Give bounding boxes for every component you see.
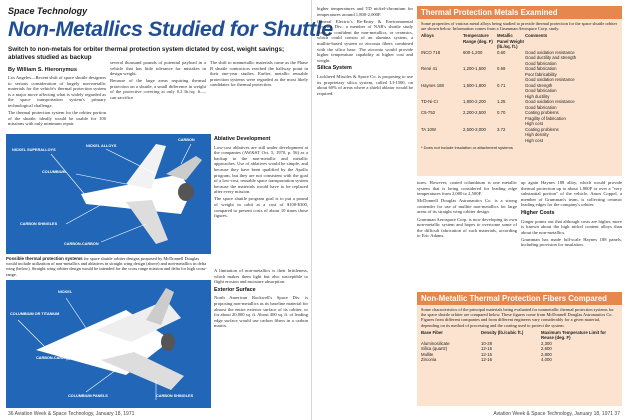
table-cell: TA 10W xyxy=(421,126,436,132)
paragraph: tures. However, coated columbium is one metallic system that is being considered for leading edge temperatures from 2,000 to 2,500F. xyxy=(417,180,517,197)
figure-label: CARBON-CARBON xyxy=(36,356,71,360)
table-row xyxy=(421,110,618,127)
table-cell: INCO 718 xyxy=(421,49,441,55)
body-column-3 xyxy=(210,60,308,132)
right-page xyxy=(313,0,626,420)
table-cell: 1,500-1,800 xyxy=(463,82,486,88)
figure-label: NICKEL xyxy=(58,290,73,294)
subhead: Silica System xyxy=(317,65,352,72)
table-cell: Zirconia xyxy=(421,357,437,363)
table-cell: 2,300 xyxy=(541,340,552,346)
table-cell: 3.72 xyxy=(497,126,506,132)
paragraph: General Electric's Re-Entry & Environmental Systems Div., a member of NAR's shuttle study team, is confident the non-metallics, or ceramics, which could consist of an alumina system, a mullite-based system or zirconia fibers combined with the silica base. The zirconia would provide higher temperature capability at higher cost and weight. xyxy=(317,18,413,63)
section-tag: Space Technology xyxy=(8,6,88,16)
metals-table-title: Thermal Protection Metals Examined xyxy=(417,6,622,19)
paragraph: higher temperatures and TD nickel-chromium for temperatures around 1,800-2,000F. xyxy=(317,6,413,17)
table-cell: C5-752 xyxy=(421,110,436,116)
table-cell: TD-Ni-Cr xyxy=(421,99,439,105)
folio-left: 36 Aviation Week & Space Technology, January 18, 1971 xyxy=(8,411,135,417)
body-column-1 xyxy=(8,75,106,131)
table-cell: 600-1,200 xyxy=(463,49,483,55)
orbiter-delta-wing-figure xyxy=(6,280,211,408)
table-cell: 2,500-3,000 xyxy=(463,126,486,132)
body-column-5 xyxy=(417,180,517,288)
figure-label: NICKEL ALLOYS xyxy=(86,144,117,148)
fibers-table-intro: Some characteristics of the principal materials being evaluated for nonmetallic thermal protection systems for the space shuttle orbiter are compared below. These figures come from McDonnell Douglas Astronautics Co. Figures from different companies and from different engineers vary considerably for a given material, depending on its method of processing and the coating used to protect the system. xyxy=(421,307,614,328)
table-cell: 1,800-2,200 xyxy=(463,99,486,105)
paragraph: The shift to nonmetallic materials came as the Phase B shuttle contractors reached the halfway point in their one-year studies. Earlier, metallic reusable protection systems were regarded as the most likely candidates for thermal protection. xyxy=(210,60,308,88)
paragraph: McDonnell Douglas Astronautics Co. is a strong contender for use of mullite non-metallics for large areas of its straight wing orbiter design. xyxy=(417,198,517,215)
table-cell: Good fabrication Poor fabricability Good oxidation resistance xyxy=(525,66,575,83)
body-column-6 xyxy=(521,180,622,288)
table-cell: Coating problems High density High cost xyxy=(525,126,559,143)
paragraph: North American Rockwell's Space Div. is proposing non-metallics as its baseline material for almost the entire exterior surface of its orbiter, or for about 20,000 sq. ft. About 400 sq. ft. of leading edge surface would use carbon fibers in a carbon matrix. xyxy=(214,295,308,329)
table-cell: 2,200-2,500 xyxy=(463,110,486,116)
deck: Switch to non-metals for orbiter thermal protection system dictated by cost, weight savings; ablatives studied as backup xyxy=(8,46,285,61)
figure-label: CARBON-CARBON xyxy=(64,242,99,246)
table-cell: Aluminosilicate xyxy=(421,340,450,346)
table-row xyxy=(421,99,618,110)
caption-body: for space shuttle orbiter designs proposed by McDonnell Douglas would include utilization of non-metallics and ablatives in straight wing design (above) and non-metallics in delta wing (below). Straight wing orbiter design would be intended for the cross range mission and delta for high cross-range. xyxy=(6,256,207,277)
folio-right: Aviation Week & Space Technology, January 18, 1971 37 xyxy=(493,411,620,417)
fibers-table-title: Non-Metallic Thermal Protection Fibers Compared xyxy=(417,292,622,305)
body-column-4 xyxy=(317,6,413,406)
paragraph: Los Angeles—Recent shift of space shuttle designers to serious consideration of largely non-metallic materials for the vehicle's thermal protection system is a major move affecting what is widely regarded as the space transportation system's primary technological challenge. xyxy=(8,75,106,108)
figure-label: COLUMBIUM OR TITANIUM xyxy=(10,312,60,316)
table-row xyxy=(421,83,618,100)
figure-label: COLUMBIUM xyxy=(42,170,66,174)
table-cell: 1,200-1,500 xyxy=(463,66,486,72)
paragraph: Lockheed Missiles & Space Co. is proposing to use its proprietary silica system, called LI-1500, on about 60% of areas where a shield ablator would be required. xyxy=(317,74,413,96)
table-cell: 12-16 xyxy=(481,357,492,363)
table-header-row xyxy=(421,330,618,341)
table-row xyxy=(421,50,618,67)
table-cell: Metallic Panel Weight (lb./sq. ft.) xyxy=(497,33,524,50)
paragraph: Ginger points out that although costs are higher, more is known about the high nickel content alloys than about the non-metallics. xyxy=(521,218,622,235)
paragraph: Low-cost ablatives are still under development at the companies (AW&ST Oct. 5, 1970, p. 56) as a backup to the non-metallic and metallic approaches. Use of ablatives would be simple, and because they have been qualified by the Apollo program, but they are not consistent with the goal of a low-cost, reusable space transportation system because the materials would have to be replaced after every mission. xyxy=(214,144,308,195)
figure-label: COLUMBIUM PANELS xyxy=(68,394,108,398)
caption-title: Possible thermal protection systems xyxy=(6,256,83,261)
table-row xyxy=(421,357,618,363)
paragraph: Because of the large areas requiring thermal protection on a shuttle, a small difference in weight of the protective covering at only 0.2 lb./sq. ft.—can sacrifice xyxy=(110,78,206,101)
table-note: * Does not include insulation or attachment systems xyxy=(421,145,513,151)
table-cell: 1.25 xyxy=(497,99,506,105)
table-cell: 0.69 xyxy=(497,66,506,72)
table-cell: René 41 xyxy=(421,66,438,72)
figure-label: CARBON SHINGLES xyxy=(156,394,194,398)
table-cell: Density (lb./cubic ft.) xyxy=(481,329,524,335)
table-cell: Good strength Good fabrication High ductility xyxy=(525,82,557,99)
subhead: Exterior Surface xyxy=(214,286,256,293)
table-header-row xyxy=(421,33,618,50)
paragraph: A limitation of non-metallics is their brittleness, which makes them light but also susceptible to flight erosion and moisture absorption. xyxy=(214,268,308,285)
table-cell: Alloys xyxy=(421,33,434,39)
paragraph: Grumman Aerospace Corp. is now developing its own non-metallic system and hopes to overcome some of the difficult fabrication of such materials, according to Eric Adams. xyxy=(417,216,517,239)
subhead: Ablative Development xyxy=(214,136,271,142)
table-cell: 4,000 xyxy=(541,357,552,363)
table-cell: 12-15 xyxy=(481,351,492,357)
figure-label: NICKEL SUPERALLOYS xyxy=(12,148,56,152)
table-cell: 2,600 xyxy=(541,346,552,352)
table-cell: 0.71 xyxy=(497,82,506,88)
fibers-table xyxy=(417,330,622,363)
headline: Non-Metallics Studied for Shuttle xyxy=(8,17,333,41)
table-cell: Comments xyxy=(525,33,548,39)
table-cell: Base Fiber xyxy=(421,329,443,335)
table-row xyxy=(421,66,618,83)
subhead: Higher Costs xyxy=(521,209,555,216)
paragraph: several thousand pounds of potential payload in a vehicle that has little tolerance for mistakes in design weight. xyxy=(110,60,206,77)
figure-label: CARBON xyxy=(178,138,195,142)
metals-table-intro: Some properties of various metal alloys being studied to provide thermal protection for the space shuttle orbiter are shown below. Information comes from a Grumman Aerospace Corp. study. xyxy=(421,21,618,32)
figure-label: CARBON SHINGLES xyxy=(20,222,58,226)
table-cell: Good oxidation resistance Good ductility and strength Good fabrication xyxy=(525,49,577,66)
byline: By William S. Hieronymus xyxy=(8,67,77,73)
table-cell: 0.60 xyxy=(497,49,506,55)
paragraph: Grumman has made full-scale Haynes 188 panels, including provision for insulation. xyxy=(521,236,622,248)
table-cell: Temperature Range (deg. F) xyxy=(463,33,493,44)
paragraph: The space shuttle program goal is to put a pound of weight in orbit at a cost of $100-$300, compared to present costs of about 10 times those figures. xyxy=(214,196,308,219)
table-row xyxy=(421,127,618,144)
metals-table xyxy=(417,33,622,150)
table-cell: 10-28 xyxy=(481,340,492,346)
figure-caption xyxy=(6,256,211,277)
straight-wing-orbiter-illustration xyxy=(6,134,211,254)
fibers-table-box xyxy=(417,292,622,406)
table-cell: Coating problems Fragility of fabrication High cost xyxy=(525,110,566,127)
table-cell: Haynes 188 xyxy=(421,82,444,88)
table-cell: 2,800 xyxy=(541,351,552,357)
table-cell: 0.70 xyxy=(497,110,506,116)
paragraph: The thermal protection system for the orbiter portion of the shuttle, ideally would be usable for 100 missions with only minimum repair. xyxy=(8,110,106,127)
body-column-lower-1 xyxy=(214,134,308,264)
metals-table-box xyxy=(417,6,622,176)
orbiter-straight-wing-figure xyxy=(6,134,211,254)
table-cell: Mullite xyxy=(421,351,434,357)
table-cell: Maximum Temperature Limit for Reuse (deg. F) xyxy=(541,329,607,341)
body-column-lower-2 xyxy=(214,268,308,406)
table-cell: 12-15 xyxy=(481,346,492,352)
paragraph: up again Haynes 188 alloy, which would provide thermal protection up to about 1,800F or over a "very substantial portion" of the vehicle, Amos Coppel, a member of Grumman's team, is collecting ceramic leading edges for the company's orbiter. xyxy=(521,180,622,208)
table-cell: Silica (quartz) xyxy=(421,346,448,352)
body-column-2 xyxy=(110,60,206,132)
delta-wing-orbiter-illustration xyxy=(6,280,211,408)
table-cell: Good oxidation resistance Good fabrication xyxy=(525,99,575,110)
